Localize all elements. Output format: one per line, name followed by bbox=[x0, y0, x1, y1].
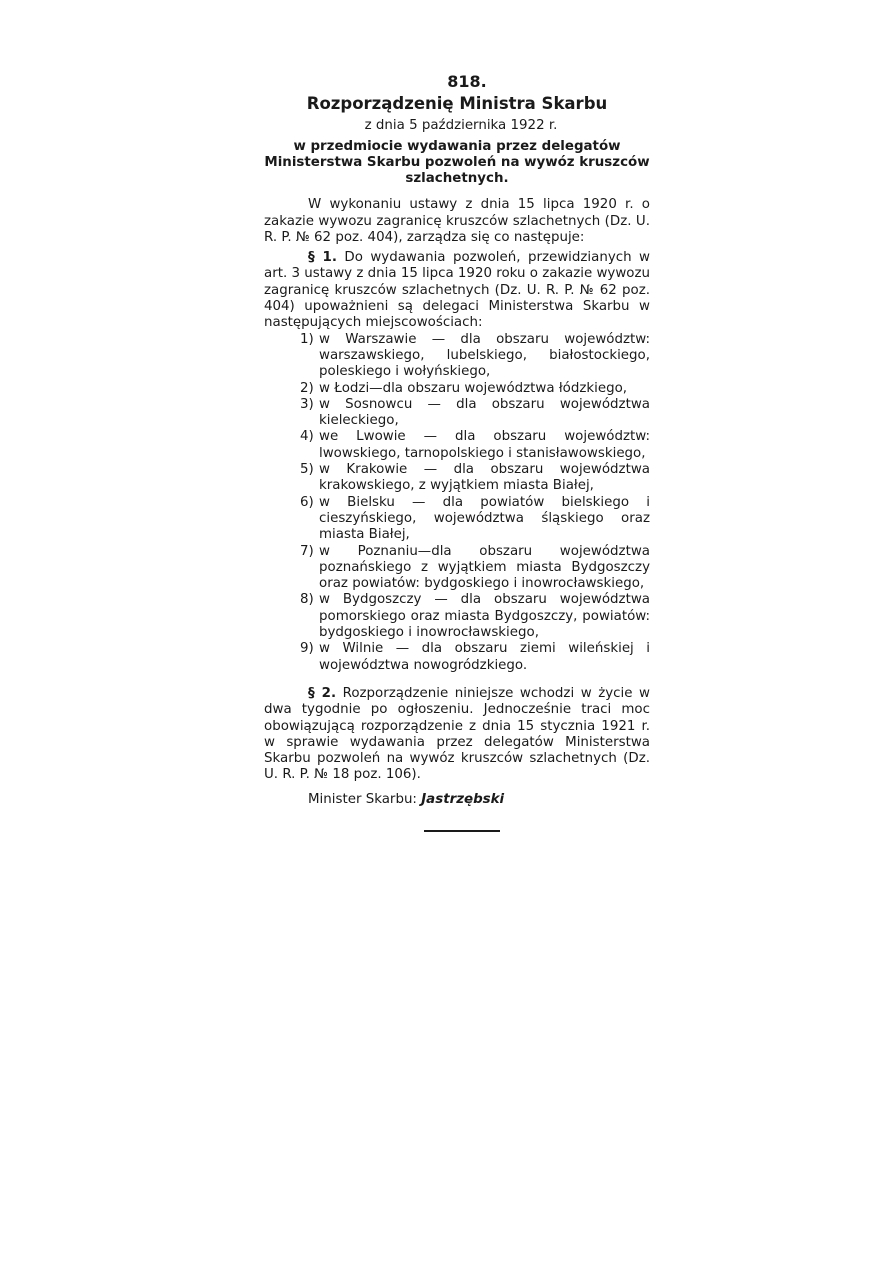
list-item-marker: 2) bbox=[300, 380, 314, 396]
list-item-text: w Bielsku — dla powiatów bielskiego i cieszyńskiego, województwa śląskiego oraz miasta Białej, bbox=[319, 494, 650, 543]
list-item bbox=[264, 592, 650, 641]
document-date: z dnia 5 października 1922 r. bbox=[364, 118, 558, 133]
list-item-text: w Bydgoszczy — dla obszaru województwa pomorskiego oraz miasta Bydgoszczy, powiatów: bydgoskiego i inowrocławskiego, bbox=[319, 592, 650, 641]
signature-role: Minister Skarbu: bbox=[308, 791, 417, 807]
signature-name: Jastrzębski bbox=[421, 791, 505, 807]
section-2-paragraph bbox=[264, 686, 650, 784]
list-item-marker: 4) bbox=[300, 429, 314, 445]
document-title: Rozporządzenię Ministra Skarbu bbox=[306, 94, 608, 113]
signature-line bbox=[264, 792, 650, 808]
closing-rule bbox=[424, 830, 500, 832]
list-item bbox=[264, 462, 650, 495]
document-column bbox=[264, 72, 650, 808]
list-item bbox=[264, 544, 650, 593]
section-1-paragraph bbox=[264, 250, 650, 331]
list-item-text: w Krakowie — dla obszaru województwa krakowskiego, z wyjątkiem miasta Białej, bbox=[319, 462, 650, 494]
list-item-marker: 6) bbox=[300, 494, 314, 510]
section-1-text: Do wydawania pozwoleń, przewidzianych w art. 3 ustawy z dnia 15 lipca 1920 roku o zakazie wywozu zagranicę kruszców szlachetnych (Dz. U. R. P. № 62 poz. 404) upoważnieni są delegaci Ministerstwa Skarbu w następujących miejscowościach: bbox=[264, 250, 650, 331]
list-item-text: w Warszawie — dla obszaru województw: warszawskiego, lubelskiego, białostockiego, poleskiego i wołyńskiego, bbox=[319, 331, 650, 380]
list-item bbox=[264, 641, 650, 674]
section-2-label: § 2. bbox=[308, 685, 337, 701]
list-item-marker: 5) bbox=[300, 462, 314, 478]
list-item-text: w Poznaniu—dla obszaru województwa poznańskiego z wyjątkiem miasta Bydgoszczy oraz powiatów: bydgoskiego i inowrocławskiego, bbox=[319, 543, 650, 592]
list-item bbox=[264, 495, 650, 544]
list-item-text: w Łodzi—dla obszaru województwa łódzkiego, bbox=[319, 380, 628, 396]
list-item bbox=[264, 381, 650, 397]
list-item-marker: 3) bbox=[300, 396, 314, 412]
document-subject: w przedmiocie wydawania przez delegatów Ministerstwa Skarbu pozwoleń na wywóz kruszców szlachetnych. bbox=[264, 139, 650, 187]
list-item-text: w Wilnie — dla obszaru ziemi wileńskiej i województwa nowogródzkiego. bbox=[319, 641, 650, 673]
list-item bbox=[264, 332, 650, 381]
list-item-marker: 9) bbox=[300, 641, 314, 657]
document-number: 818. bbox=[447, 72, 487, 91]
list-item-text: w Sosnowcu — dla obszaru województwa kieleckiego, bbox=[319, 396, 650, 429]
locations-list bbox=[264, 332, 650, 674]
list-item bbox=[264, 397, 650, 430]
list-item-marker: 1) bbox=[300, 331, 314, 347]
section-1-label: § 1. bbox=[308, 250, 337, 266]
list-item-marker: 8) bbox=[300, 592, 314, 608]
list-item bbox=[264, 429, 650, 462]
section-2-text: Rozporządzenie niniejsze wchodzi w życie w dwa tygodnie po ogłoszeniu. Jednocześnie traci moc obowiązującą rozporządzenie z dnia 15 stycznia 1921 r. w sprawie wydawania przez delegatów Ministerstwa Skarbu pozwoleń na wywóz kruszców szlachetnych (Dz. U. R. P. № 18 poz. 106). bbox=[264, 685, 650, 783]
list-item-marker: 7) bbox=[300, 543, 314, 559]
intro-paragraph: W wykonaniu ustawy z dnia 15 lipca 1920 r. o zakazie wywozu zagranicę kruszców szlachetnych (Dz. U. R. P. № 62 poz. 404), zarządza się co następuje: bbox=[264, 197, 650, 245]
list-item-text: we Lwowie — dla obszaru województw: lwowskiego, tarnopolskiego i stanisławowskiego, bbox=[319, 429, 650, 461]
